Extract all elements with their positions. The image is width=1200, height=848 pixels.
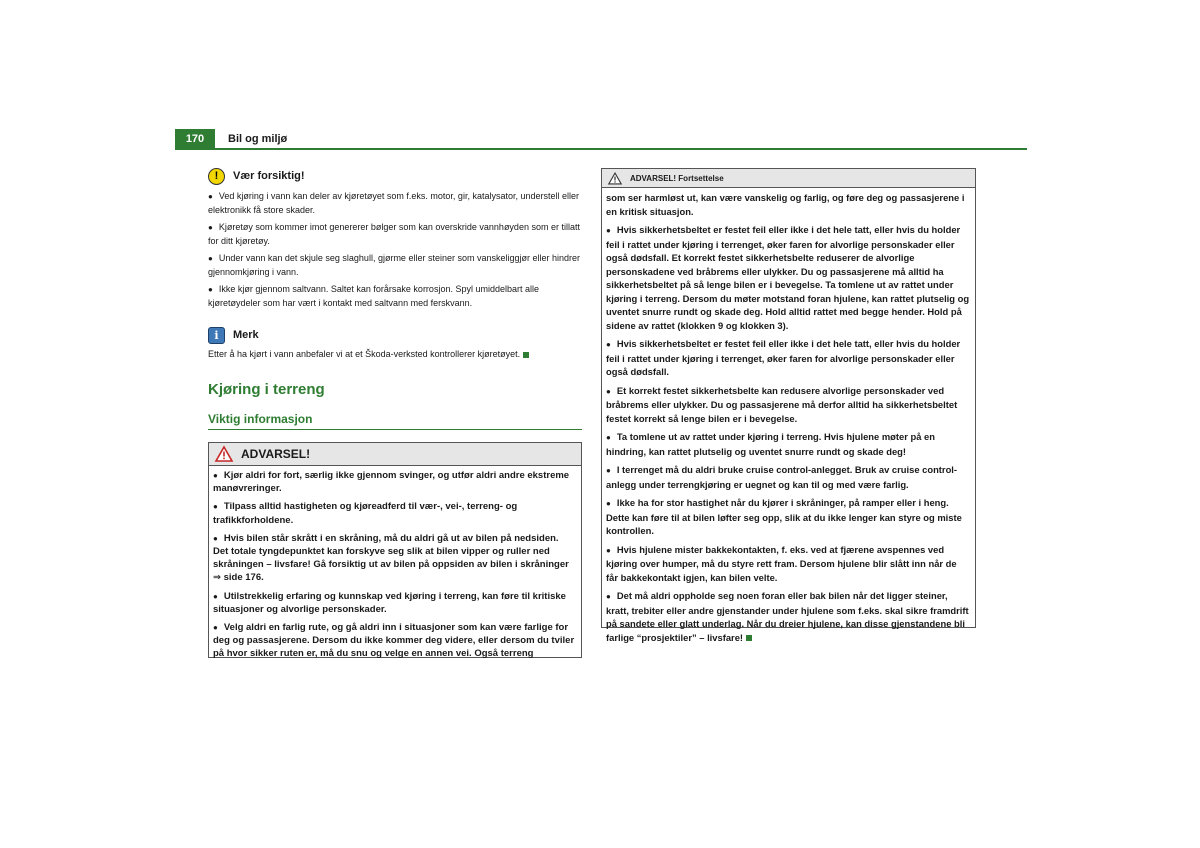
bullet-icon: ● bbox=[606, 466, 611, 475]
bullet-icon: ● bbox=[208, 254, 213, 263]
warning-box bbox=[208, 442, 582, 658]
list-item bbox=[208, 221, 582, 247]
warning-item-text: Det må aldri oppholde seg noen foran eller bak bilen når det ligger steiner, kratt, trebiter eller andre gjenstander under hjulene som f.eks. skal sikre framdrift på sandete eller glatt underlag. Når du dreier hjulene, kan disse gjenstandene bli farlige “prosjektiler” – livsfare! bbox=[606, 590, 969, 643]
warning-continued-title: ADVARSEL! Fortsettelse bbox=[630, 173, 724, 183]
list-item bbox=[208, 190, 582, 216]
warning-continued-box bbox=[601, 168, 976, 643]
caution-title: Vær forsiktig! bbox=[233, 170, 305, 182]
note-paragraph bbox=[208, 348, 582, 361]
bullet-icon: ● bbox=[213, 471, 218, 480]
bullet-icon: ● bbox=[606, 545, 611, 555]
bullet-icon: ● bbox=[213, 623, 218, 633]
warning-triangle-icon bbox=[215, 446, 233, 462]
warning-item bbox=[213, 469, 576, 495]
warning-item bbox=[213, 621, 576, 661]
list-item bbox=[208, 283, 582, 309]
bullet-icon: ● bbox=[208, 285, 213, 294]
warning-item-text: Utilstrekkelig erfaring og kunnskap ved kjøring i terreng, kan føre til kritiske situasjoner og alvorlige personskader. bbox=[213, 590, 566, 615]
warning-item-text: Hvis bilen står skrått i en skråning, må du aldri gå ut av bilen på nedsiden. Det totale tyngdepunktet kan forskyve seg slik at bilen vipper og ruller ned skråningen – livsfare! Gå forsiktig ut av bilen på oppsiden av bilen i skråninger ⇒ side 176. bbox=[213, 532, 569, 584]
end-square-icon bbox=[523, 352, 529, 358]
caution-item-text: Kjøretøy som kommer imot genererer bølger som kan overskride vannhøyden som er tillatt for ditt kjøretøy. bbox=[208, 222, 580, 246]
bullet-icon: ● bbox=[606, 340, 611, 349]
warning-lead: som ser harmløst ut, kan være vanskelig og farlig, og føre deg og passasjerene i en kritisk situasjon. bbox=[606, 192, 965, 217]
caution-item-text: Ikke kjør gjennom saltvann. Saltet kan forårsake korrosjon. Spyl umiddelbart alle kjøretøydeler som har vært i kontakt med saltvann med ferskvann. bbox=[208, 284, 539, 308]
warning-item bbox=[213, 532, 576, 585]
chapter-title: Bil og miljø bbox=[228, 133, 288, 145]
section-title: Kjøring i terreng bbox=[208, 381, 325, 398]
caution-list bbox=[208, 190, 582, 309]
warning-continued-body bbox=[602, 188, 975, 644]
header-rule bbox=[175, 148, 1027, 150]
caution-item-text: Under vann kan det skjule seg slaghull, gjørme eller steiner som vanskeliggjør eller hindrer gjennomkjøring i vann. bbox=[208, 253, 581, 277]
bullet-icon: ● bbox=[208, 192, 213, 201]
warning-item bbox=[606, 543, 970, 585]
warning-continued-heading bbox=[602, 169, 975, 188]
warning-item bbox=[606, 430, 970, 458]
bullet-icon: ● bbox=[213, 502, 218, 512]
info-icon: i bbox=[208, 327, 225, 344]
bullet-icon: ● bbox=[606, 386, 611, 396]
warning-item bbox=[606, 337, 970, 379]
left-column bbox=[208, 166, 582, 658]
page-number: 170 bbox=[175, 129, 215, 149]
caution-item-text: Ved kjøring i vann kan deler av kjøretøyet som f.eks. motor, gir, katalysator, understell eller elektronikk få store skader. bbox=[208, 191, 579, 215]
warning-item-text: Ta tomlene ut av rattet under kjøring i terreng. Hvis hjulene møter på en hindring, kan rattet plutselig og uventet snurre rundt og skade deg! bbox=[606, 431, 935, 457]
warning-triangle-icon bbox=[608, 172, 622, 185]
warning-item bbox=[213, 500, 576, 526]
warning-item-text: Ikke ha for stor hastighet når du kjører i skråninger, på ramper eller i heng. Dette kan føre til at bilen løfter seg opp, slik at du ikke lenger kan styre og miste kontrollen. bbox=[606, 497, 962, 536]
warning-heading bbox=[209, 443, 581, 466]
warning-item bbox=[606, 223, 970, 332]
bullet-icon: ● bbox=[606, 226, 611, 235]
warning-item-text: Velg aldri en farlig rute, og gå aldri inn i situasjoner som kan være farlige for deg og passasjerene. Dersom du ikke kommer deg videre, eller dersom du tviler på hvor sikker ruten er, må du snu og velge en annen vei. Også terreng bbox=[213, 622, 575, 660]
note-block bbox=[208, 325, 582, 361]
warning-item-text: I terrenget må du aldri bruke cruise control-anlegget. Bruk av cruise control-anlegg under terrengkjøring er uegnet og kan til og med være farlig. bbox=[606, 464, 958, 490]
note-text: Etter å ha kjørt i vann anbefaler vi at et Škoda-verksted kontrollerer kjøretøyet. bbox=[208, 349, 521, 359]
bullet-icon: ● bbox=[213, 591, 218, 601]
warning-item-text: Hvis sikkerhetsbeltet er festet feil eller ikke i det hele tatt, eller hvis du holder feil i rattet under kjøring i terrenget, øker faren for alvorlige personskader eller også dødsfall. bbox=[606, 338, 961, 377]
warning-item bbox=[213, 590, 576, 616]
warning-item-text: Hvis hjulene mister bakkekontakten, f. eks. ved at fjærene avspennes ved kjøring over humper, må du styre rett fram. Dersom hjulene blir slått inn når de får bakkekontakt igjen, kan bilen velte. bbox=[606, 543, 957, 583]
right-column bbox=[601, 168, 976, 643]
note-heading bbox=[208, 325, 582, 345]
bullet-icon: ● bbox=[213, 533, 218, 543]
bullet-icon: ● bbox=[606, 499, 611, 508]
warning-item-text: Tilpass alltid hastigheten og kjøreadferd til vær-, vei-, terreng- og trafikkforholdene. bbox=[213, 501, 518, 526]
bullet-icon: ● bbox=[606, 433, 611, 442]
list-item bbox=[208, 252, 582, 278]
warning-item-text: Et korrekt festet sikkerhetsbelte kan redusere alvorlige personskader ved bråbrems eller ulykker. Du og passasjerene må derfor alltid ha sikkerhetsbeltet festet korrekt så lenge bilen er i bevegelse. bbox=[606, 384, 958, 424]
warning-item bbox=[606, 589, 970, 644]
warning-title: ADVARSEL! bbox=[241, 447, 311, 461]
warning-item-text: Kjør aldri for fort, særlig ikke gjennom svinger, og utfør aldri andre ekstreme manøvreringer. bbox=[213, 470, 570, 495]
section-subtitle: Viktig informasjon bbox=[208, 411, 582, 430]
warning-item bbox=[606, 463, 970, 491]
warning-item bbox=[606, 384, 970, 426]
note-title: Merk bbox=[233, 329, 259, 341]
warning-item-text: Hvis sikkerhetsbeltet er festet feil eller ikke i det hele tatt, eller hvis du holder feil i rattet under kjøring i terrenget, øker faren for alvorlige personskader eller også dødsfall. Et korrekt festet sikkerhetsbelte reduserer de alvorlige personskadene ved bråbrems eller ulykker. Du og passasjerene må alltid ha sikkerhetsbeltet på så lenge bilen er i bevegelse. Ta tomlene ut av rattet under kjøring i terreng. Dersom du møter motstand foran hjulene, kan rattet plutselig og uventet snurre rundt og skade deg. Hold alltid rattet med begge hender. Hold på sidene av rattet (klokken 9 og klokken 3). bbox=[606, 224, 970, 331]
warning-item bbox=[606, 496, 970, 538]
warning-body bbox=[209, 466, 581, 661]
caution-heading bbox=[208, 166, 582, 186]
caution-icon: ! bbox=[208, 168, 225, 185]
bullet-icon: ● bbox=[606, 592, 611, 601]
end-square-icon bbox=[746, 635, 752, 641]
bullet-icon: ● bbox=[208, 223, 213, 232]
